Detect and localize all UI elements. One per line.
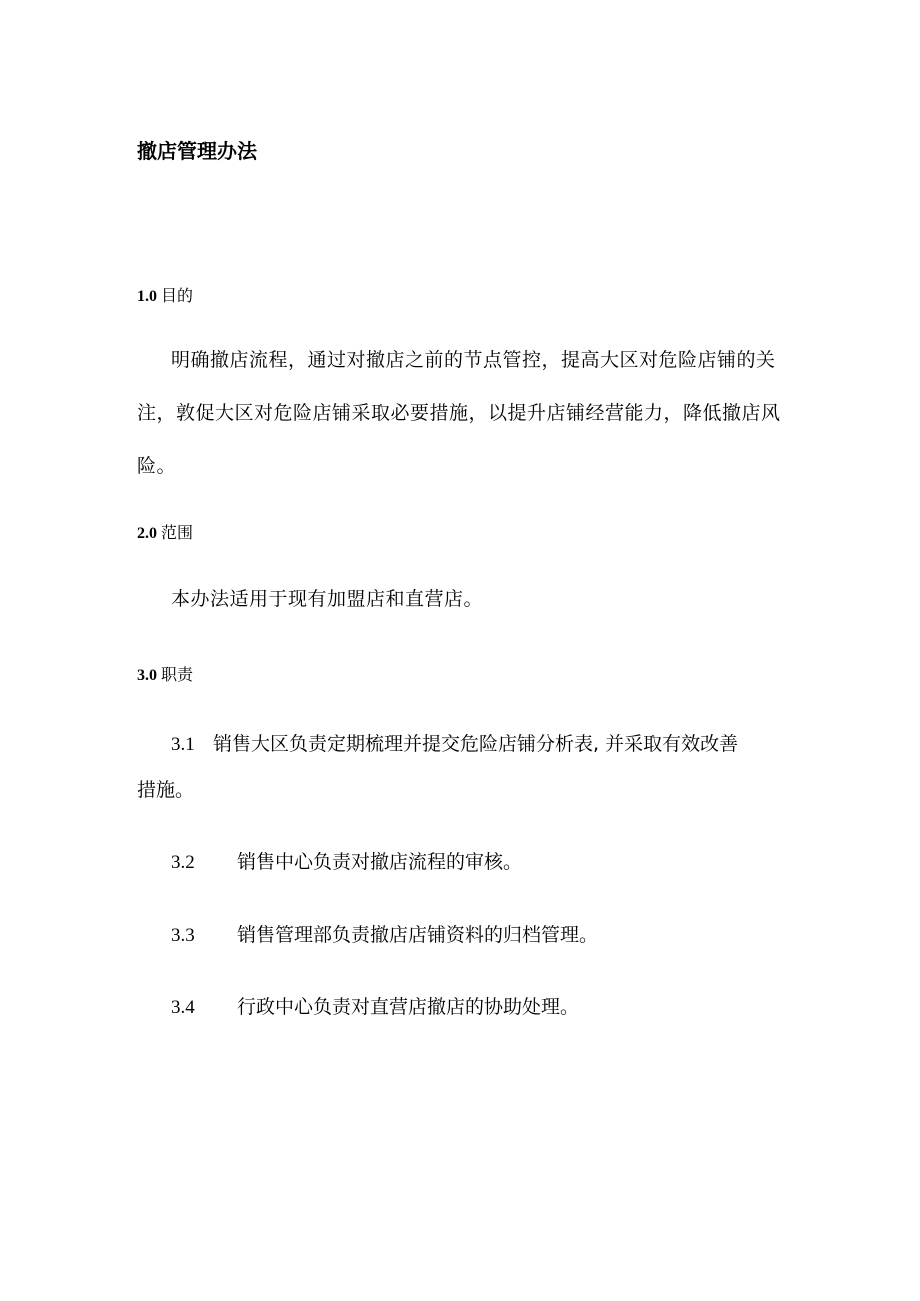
section-label: 范围 (161, 523, 194, 542)
item-number: 3.3 (171, 925, 195, 946)
item-text: 销售中心负责对撤店流程的审核。 (237, 851, 523, 873)
section-body-purpose: 明确撤店流程，通过对撤店之前的节点管控，提高大区对危险店铺的关注，敦促大区对危险店铺采取必要措施，以提升店铺经营能力，降低撤店风险。 (137, 349, 781, 477)
list-item (171, 848, 522, 877)
section-number: 1.0 (137, 288, 157, 305)
list-item (171, 993, 579, 1022)
item-number: 3.4 (171, 997, 195, 1018)
section-heading-scope (137, 522, 193, 545)
section-number: 2.0 (137, 525, 157, 542)
item-number: 3.1 (171, 734, 195, 755)
section-body-scope: 本办法适用于现有加盟店和直营店。 (171, 588, 484, 610)
list-item (171, 730, 738, 759)
section-number: 3.0 (137, 667, 157, 684)
item-text: 销售大区负责定期梳理并提交危险店铺分析表, 并采取有效改善 (213, 733, 739, 755)
section-label: 目的 (161, 286, 194, 305)
section-label: 职责 (161, 665, 194, 684)
document-title: 撤店管理办法 (137, 139, 257, 163)
section-heading-responsibilities (137, 664, 193, 687)
item-number: 3.2 (171, 852, 195, 873)
item-text: 行政中心负责对直营店撤店的协助处理。 (237, 996, 580, 1018)
list-item (171, 921, 598, 950)
item-text: 销售管理部负责撤店店铺资料的归档管理。 (237, 924, 599, 946)
list-item-continuation: 措施。 (137, 779, 195, 801)
section-heading-purpose (137, 285, 193, 308)
